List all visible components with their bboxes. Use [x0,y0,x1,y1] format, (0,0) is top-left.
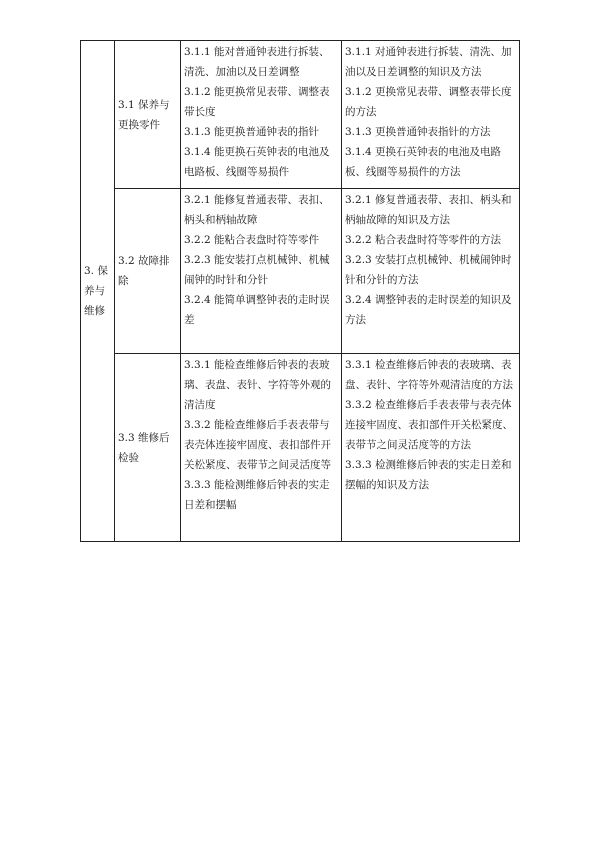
knowledge-item: 3.1.4 更换石英钟表的电池及电路板、线圈等易损件的方法 [345,146,502,178]
skill-requirements-cell [181,189,342,354]
task-cell [115,354,181,542]
knowledge-item: 3.3.3 检测维修后钟表的实走日差和摆幅的知识及方法 [345,459,512,491]
skill-item: 3.1.2 能更换常见表带、调整表带长度 [184,86,330,118]
knowledge-item: 3.2.3 安装打点机械钟、机械闹钟时针和分针的方法 [345,254,512,286]
skill-item: 3.3.1 能检查维修后钟表的表玻璃、表盘、表针、字符等外观的清洁度 [184,359,331,411]
skill-item: 3.2.2 能粘合表盘时符等零件 [184,234,320,246]
table-row [81,189,520,354]
task-label: 3.3 维修后检验 [118,431,170,464]
related-knowledge-cell [342,354,520,542]
task-cell [115,189,181,354]
knowledge-item: 3.2.2 粘合表盘时符等零件的方法 [345,234,502,246]
knowledge-item: 3.3.1 检查维修后钟表的表玻璃、表盘、表针、字符等外观清洁度的方法 [345,359,513,391]
task-label: 3.1 保养与更换零件 [118,98,170,131]
skill-item: 3.2.4 能简单调整钟表的走时误差 [184,294,330,326]
table-row [81,41,520,189]
skill-requirements-cell [181,354,342,542]
related-knowledge-cell [342,189,520,354]
skill-requirements-cell [181,41,342,189]
skills-table [80,40,520,542]
function-cell [81,41,115,542]
knowledge-item: 3.2.4 调整钟表的走时误差的知识及方法 [345,294,512,326]
skill-item: 3.2.3 能安装打点机械钟、机械闹钟的时针和分针 [184,254,330,286]
skill-item: 3.3.2 能检查维修后手表表带与表壳体连接牢固度、表扣部件开关松紧度、表带节之间灵活度等 [184,419,331,471]
knowledge-item: 3.1.2 更换常见表带、调整表带长度的方法 [345,86,512,118]
task-cell [115,41,181,189]
knowledge-item: 3.2.1 修复普通表带、表扣、柄头和柄轴故障的知识及方法 [345,194,512,226]
knowledge-item: 3.1.3 更换普通钟表指针的方法 [345,126,491,138]
knowledge-item: 3.3.2 检查维修后手表表带与表壳体连接牢固度、表扣部件开关松紧度、表带节之间灵活度等的方法 [345,399,513,451]
function-label: 3. 保养与维修 [84,265,108,317]
skill-item: 3.1.1 能对普通钟表进行拆装、清洗、加油以及日差调整 [184,46,330,78]
table-row [81,354,520,542]
skill-item: 3.3.3 能检测维修后钟表的实走日差和摆幅 [184,479,330,511]
skill-item: 3.1.4 能更换石英钟表的电池及电路板、线圈等易损件 [184,146,330,178]
knowledge-item: 3.1.1 对通钟表进行拆装、清洗、加油以及日差调整的知识及方法 [345,46,512,78]
related-knowledge-cell [342,41,520,189]
skill-item: 3.1.3 能更换普通钟表的指针 [184,126,320,138]
skill-item: 3.2.1 能修复普通表带、表扣、柄头和柄轴故障 [184,194,330,226]
task-label: 3.2 故障排除 [118,255,170,287]
